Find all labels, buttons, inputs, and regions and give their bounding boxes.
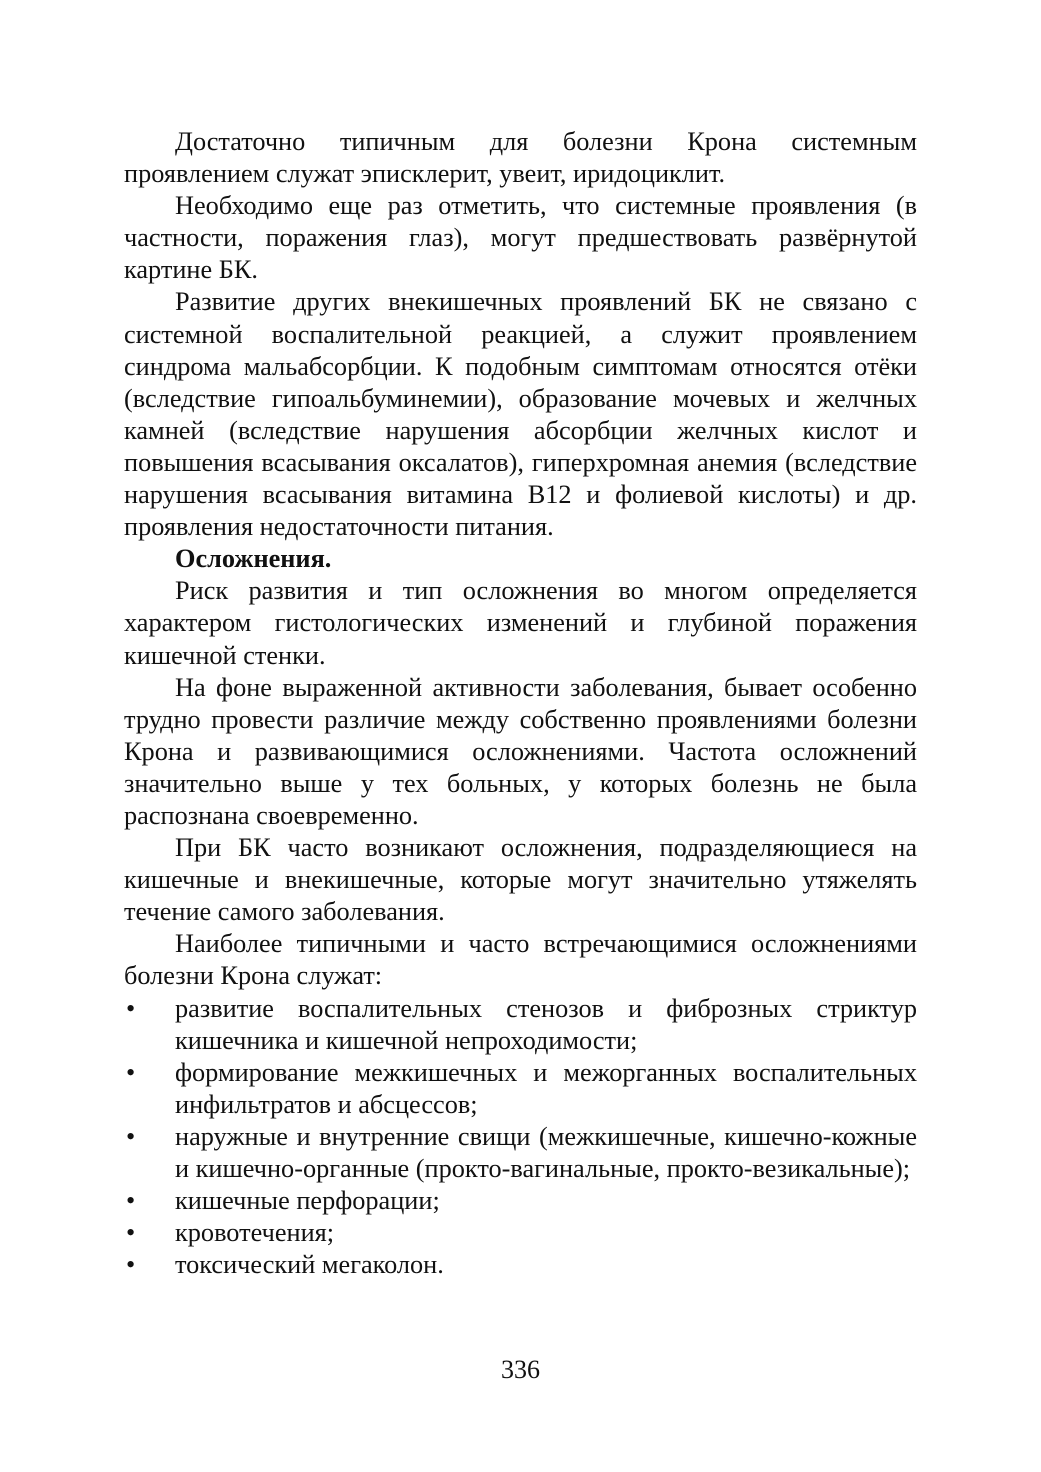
list-item-text: развитие воспалительных стенозов и фиброзных стриктур кишечника и кишечной непроходимости; (175, 993, 917, 1055)
paragraph: Наиболее типичными и часто встречающимися осложнениями болезни Крона служат: (124, 929, 917, 991)
bullet-icon: • (126, 1057, 136, 1087)
list-item (124, 1217, 917, 1249)
paragraph: Развитие других внекишечных проявлений БК не связано с системной воспалительной реакцией, а служит проявлением синдрома мальабсорбции. К подобным симптомам относятся отёки (вследствие гипоальбуминемии), образование мочевых и желчных камней (вследствие нарушения абсорбции желчных кислот и повышения всасывания оксалатов), гиперхромная анемия (вследствие нарушения всасывания витамина В12 и фолиевой кислоты) и др. проявления недостаточности питания. (124, 287, 917, 542)
list-item (124, 1057, 917, 1121)
paragraph: Необходимо еще раз отметить, что системные проявления (в частности, поражения глаз), могут предшествовать развёрнутой картине БК. (124, 191, 917, 285)
bullet-icon: • (126, 993, 136, 1023)
list-item (124, 1121, 917, 1185)
list-item (124, 1185, 917, 1217)
list-item-text: формирование межкишечных и межорганных воспалительных инфильтратов и абсцессов; (175, 1057, 917, 1119)
page-body (124, 126, 917, 1281)
list-item-text: наружные и внутренние свищи (межкишечные, кишечно-кожные и кишечно-органные (прокто-вагинальные, прокто-везикальные); (175, 1121, 917, 1183)
paragraph: При БК часто возникают осложнения, подразделяющиеся на кишечные и внекишечные, которые могут значительно утяжелять течение самого заболевания. (124, 833, 917, 927)
list-item (124, 1249, 917, 1281)
bullet-icon: • (126, 1218, 136, 1248)
list-item-text: кишечные перфорации; (175, 1186, 440, 1216)
paragraph: На фоне выраженной активности заболевания, бывает особенно трудно провести различие между собственно проявлениями болезни Крона и развивающимися осложнениями. Частота осложнений значительно выше у тех больных, у которых болезнь не была распознана своевременно. (124, 672, 917, 830)
list-item-text: кровотечения; (175, 1218, 335, 1248)
section-heading: Осложнения. (175, 544, 332, 574)
bullet-icon: • (126, 1186, 136, 1216)
list-item (124, 993, 917, 1057)
complications-list (124, 993, 917, 1282)
paragraph: Риск развития и тип осложнения во многом определяется характером гистологических изменений и глубиной поражения кишечной стенки. (124, 576, 917, 670)
list-item-text: токсический мегаколон. (175, 1250, 444, 1280)
page-number: 336 (501, 1355, 540, 1384)
bullet-icon: • (126, 1250, 136, 1280)
paragraph: Достаточно типичным для болезни Крона системным проявлением служат эписклерит, увеит, иридоциклит. (124, 127, 917, 189)
bullet-icon: • (126, 1121, 136, 1151)
